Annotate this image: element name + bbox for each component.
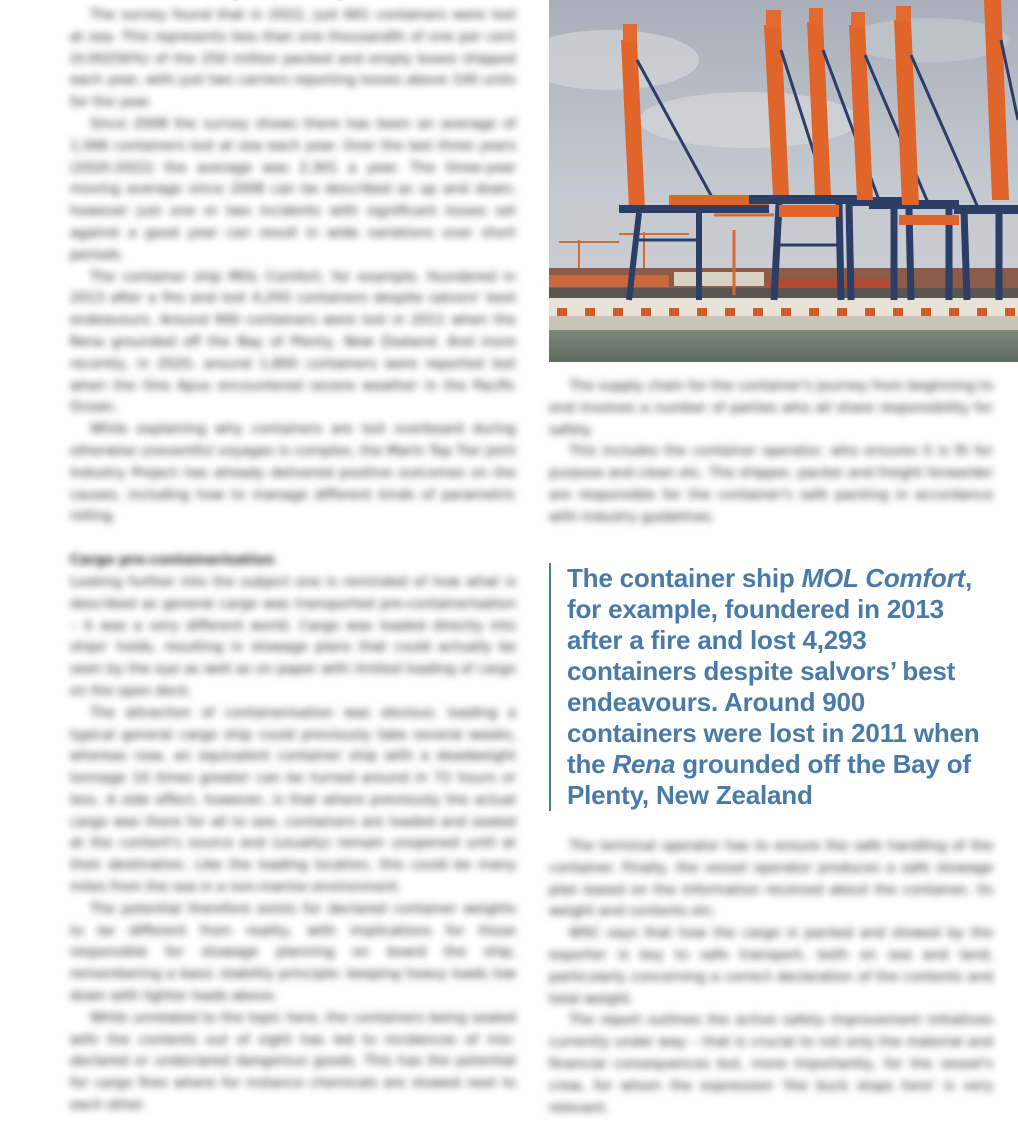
paragraph: While unrelated to the topic here, the containers being sealed with the contents out of sight has led to incidences of mis-declared or undeclared dangerous goods. This has the potential for cargo fires where for instance chemicals are stowed next to each other. xyxy=(70,1009,516,1114)
pull-quote-ship-name: Rena xyxy=(612,749,676,779)
left-body-text-2 xyxy=(70,572,516,1117)
left-body-text xyxy=(70,5,516,528)
paragraph: The attraction of containerisation was obvious: loading a typical general cargo ship could previously take several weeks, whereas now, an equivalent container ship with a deadweight tonnage 10 times greater can be turned around in 72 hours or less. A side effect, however, is that where previously the actual cargo was there for all to see, containers are loaded and sealed at the content's source and (usually) remain unopened until at their destination. Like the loading location, this could be many miles from the sea in a non-marine environment. xyxy=(70,704,516,896)
paragraph: The survey found that in 2022, just 661 containers were lost at sea. This represents less than one thousandth of one per cent (0.00256%) of the 250 million packed and empty boxes shipped each year, with just two carriers reporting losses above 100 units for the year. xyxy=(70,7,516,111)
paragraph: WSC says that how the cargo is packed and stowed by the exporter is key to safe transport, both on sea and land, particularly concerning a correct declaration of the contents and total weight. xyxy=(549,925,993,1007)
pull-quote-text: , for example, foundered in 2013 after a fire and lost 4,293 containers despite salvors’ best endeavours. Around 900 containers were lost in 2011 when the xyxy=(567,563,980,779)
pull-quote-text: grounded off the Bay of Plenty, New Zealand xyxy=(567,749,971,810)
container-terminal-cranes-photo-icon xyxy=(549,0,1018,362)
right-body-text-block xyxy=(549,376,993,529)
paragraph: While explaining why containers are lost overboard during otherwise uneventful voyages is complex, the Marin Top Tier Joint Industry Project has already delivered positive outcomes on the causes, including how to manage different kinds of parametric rolling. xyxy=(70,421,516,525)
pull-quote xyxy=(549,563,1001,811)
pull-quote-ship-name: MOL Comfort xyxy=(801,563,965,593)
right-body-text-block xyxy=(549,836,993,1119)
paragraph: The report outlines the active safety improvement initiatives currently under way – that is crucial to not only the material and financial consequences but, more importantly, for the vessel's crew, for whom the expression 'the buck stops here' is very relevant. xyxy=(549,1012,993,1116)
right-body-text-lower xyxy=(549,836,993,1119)
paragraph: Since 2008 the survey shows there has been an average of 1,566 containers lost at sea each year. Over the last three years (2020-2022) the average was 2,301 a year. The three-year moving average since 2008 can be described as up and down; however just one or two incidents with significant losses set against a good year can result in wide variations over short periods. xyxy=(70,115,516,263)
right-body-text xyxy=(549,376,993,529)
paragraph: This includes the container operator, who ensures it is fit for purpose and clean etc. The shipper, packer and freight forwarder are responsible for the container's safe packing in accordance with industry guidelines. xyxy=(549,443,993,525)
paragraph: Looking further into the subject one is reminded of how what is described as general cargo was transported pre-containerisation – it was a very different world. Cargo was loaded directly into ships' holds, resulting in stowage plans that could actually be seen by the eye as well as on paper with limited loading of cargo on the open deck. xyxy=(70,573,516,699)
paragraph: The terminal operator has to ensure the safe handling of the container. Finally, the vessel operator produces a safe stowage plan based on the information received about the container, its weight and contents etc. xyxy=(549,838,993,920)
pull-quote-text: The container ship xyxy=(567,563,802,593)
container-terminal-photo xyxy=(549,0,1018,362)
left-column xyxy=(70,0,516,1117)
paragraph: The container ship MOL Comfort, for example, foundered in 2013 after a fire and lost 4,293 containers despite salvors' best endeavours. Around 900 containers were lost in 2011 when the Rena grounded off the Bay of Plenty, New Zealand. And more recently, in 2020, around 1,800 containers were reported lost when the One Apus encountered severe weather in the Pacific Ocean. xyxy=(70,268,516,416)
section-heading: Cargo pre-containerisation xyxy=(70,552,275,569)
paragraph: The supply chain for the container's journey from beginning to end involves a number of parties who all share responsibility for safety. xyxy=(549,378,993,438)
paragraph: The potential therefore exists for declared container weights to be different from reality, with implications for those responsible for stowage planning on board the ship, remembering a basic stability principle: keeping heavy loads low down with lighter loads above. xyxy=(70,900,516,1005)
